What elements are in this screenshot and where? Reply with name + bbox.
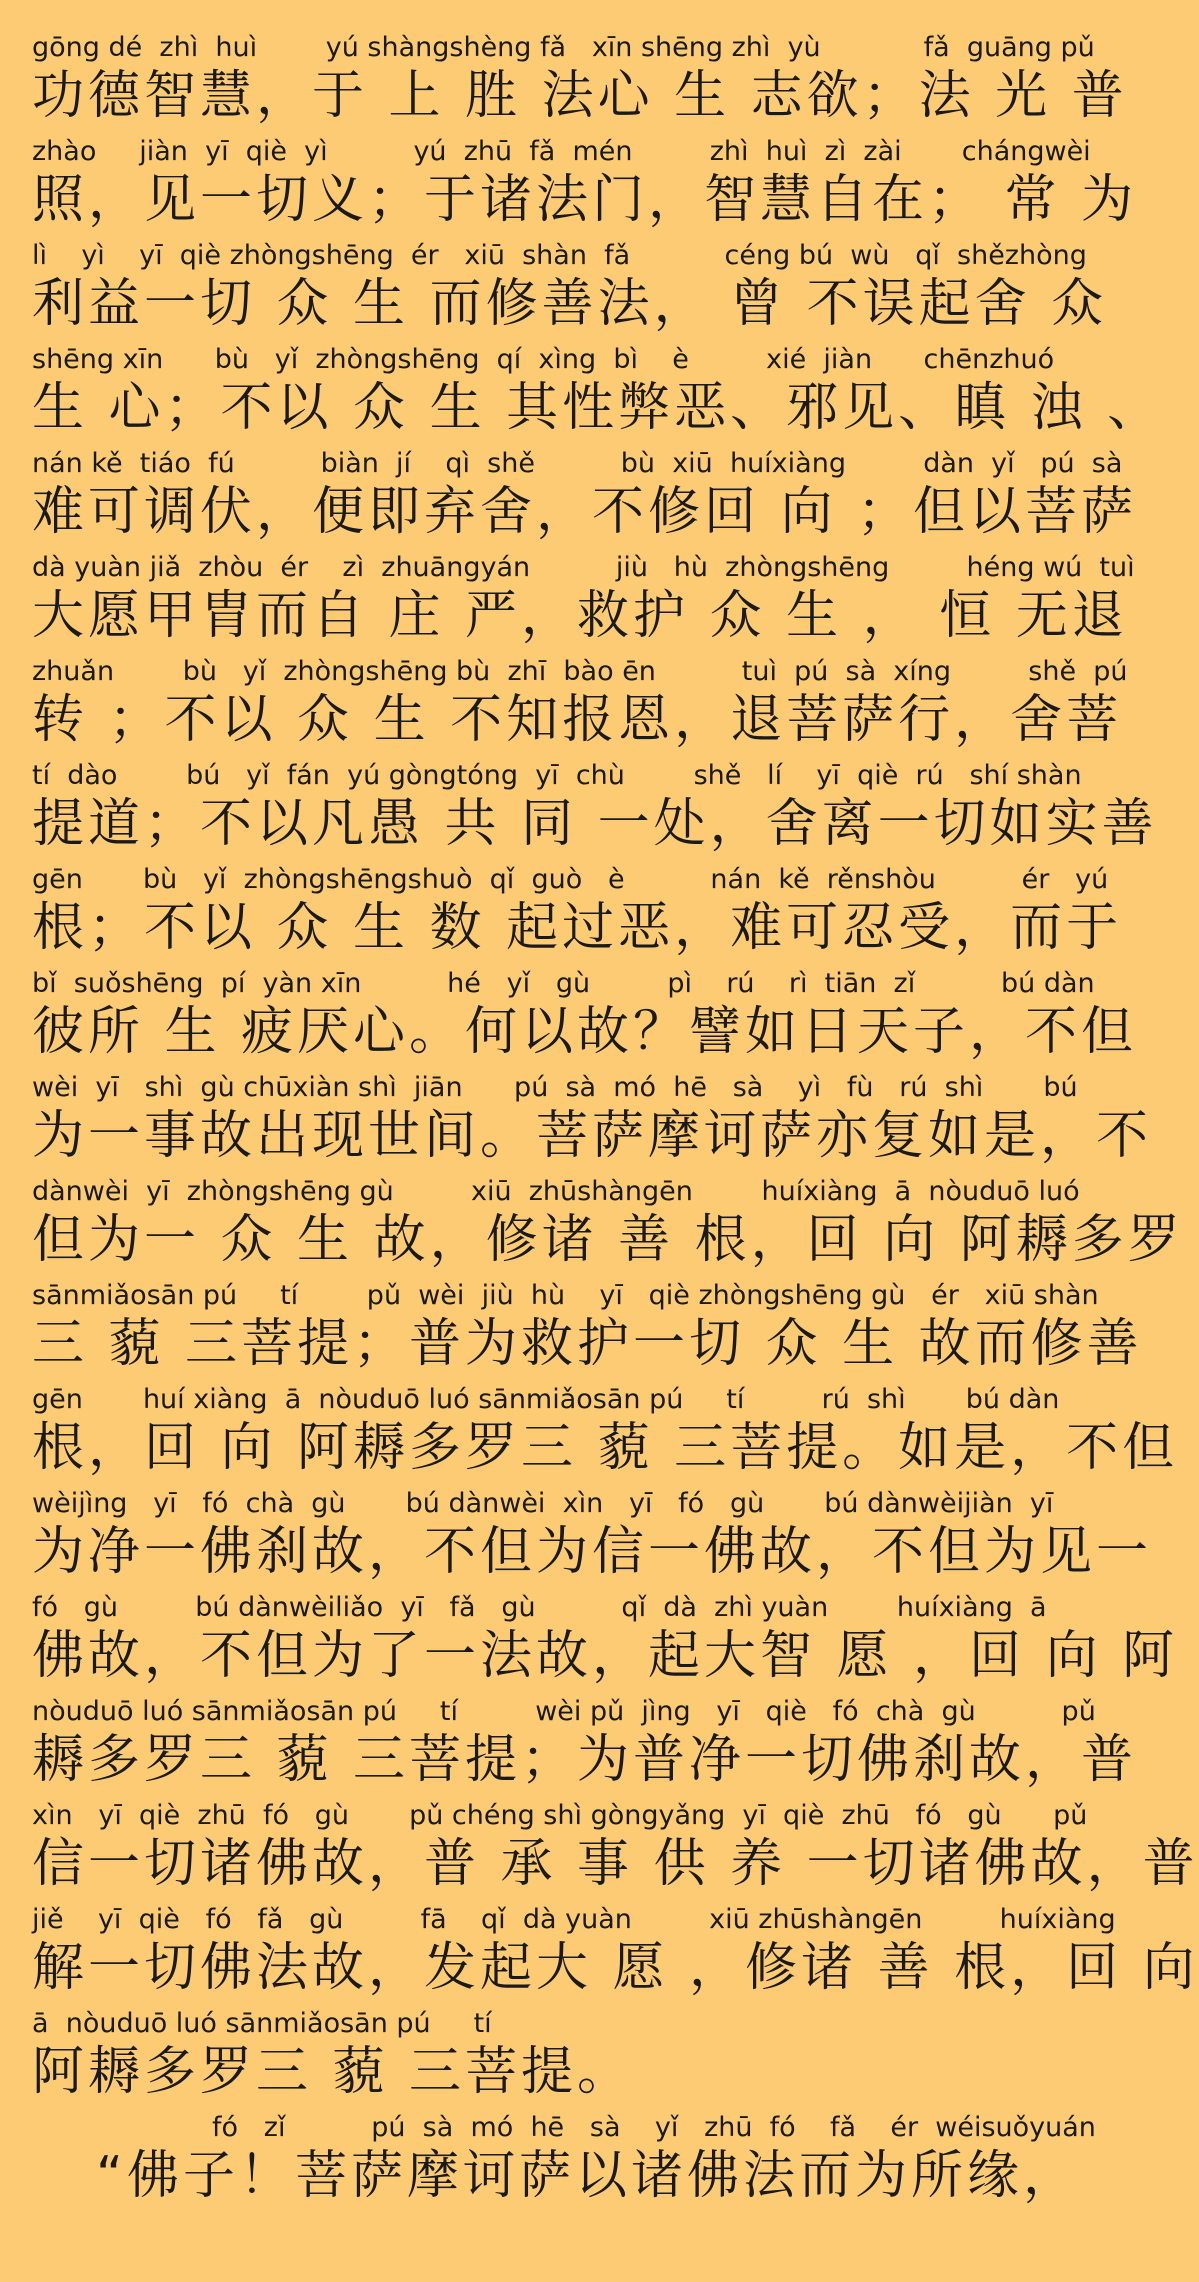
pinyin-row: wèi yī shì gù chūxiàn shì jiān pú sà mó hē sà yì fù rú shì bú xyxy=(32,1072,1078,1103)
hanzi-row: 为净一佛刹故，不但为信一佛故，不但为见一 xyxy=(32,1522,1153,1582)
hanzi-row: 三 藐 三菩提；普为救护一切 众 生 故而修善 xyxy=(32,1314,1143,1374)
text-line xyxy=(32,2006,1048,2110)
text-line xyxy=(32,1070,1153,1174)
text-line xyxy=(32,238,1108,342)
pinyin-row: wèijìng yī fó chà gù bú dànwèi xìn yī fó gù bú dànwèijiàn yī xyxy=(32,1488,1054,1519)
pinyin-row: zhào jiàn yī qiè yì yú zhū fǎ mén zhì huì zì zài chángwèi xyxy=(32,136,1091,167)
hanzi-row: 照，见一切义；于诸法门，智慧自在； 常 为 xyxy=(32,170,1138,230)
pinyin-row: fó zǐ pú sà mó hē sà yǐ zhū fó fǎ ér wéisuǒyuán xyxy=(212,2112,1096,2143)
text-line xyxy=(32,1486,1153,1590)
hanzi-row: 根；不以 众 生 数 起过恶，难可忍受，而于 xyxy=(32,898,1123,958)
hanzi-row: 难可调伏，便即弃舍，不修回 向 ；但以菩萨 xyxy=(32,482,1138,542)
text-line-indented xyxy=(32,2110,1096,2214)
text-line xyxy=(32,1590,1179,1694)
pinyin-row: ā nòuduō luó sānmiǎosān pú tí xyxy=(32,2008,492,2039)
hanzi-row: 但为一 众 生 故，修诸 善 根，回 向 阿耨多罗 xyxy=(32,1210,1184,1270)
text-line xyxy=(32,30,1128,134)
hanzi-row: 功德智慧，于 上 胜 法心 生 志欲；法 光 普 xyxy=(32,66,1128,126)
pinyin-row: lì yì yī qiè zhòngshēng ér xiū shàn fǎ céng bú wù qǐ shězhòng xyxy=(32,240,1087,271)
hanzi-row: 彼所 生 疲厌心。何以故？譬如日天子，不但 xyxy=(32,1002,1138,1062)
text-line xyxy=(32,1694,1138,1798)
text-line xyxy=(32,446,1138,550)
pinyin-row: jiě yī qiè fó fǎ gù fā qǐ dà yuàn xiū zhūshàngēn huíxiàng xyxy=(32,1904,1116,1935)
pinyin-row: zhuǎn bù yǐ zhòngshēng bù zhī bào ēn tuì pú sà xíng shě pú xyxy=(32,656,1128,687)
pinyin-row: fó gù bú dànwèiliǎo yī fǎ gù qǐ dà zhì yuàn huíxiàng ā xyxy=(32,1592,1047,1623)
pinyin-row: shēng xīn bù yǐ zhòngshēng qí xìng bì è xié jiàn chēnzhuó xyxy=(32,344,1055,375)
text-line xyxy=(32,654,1128,758)
hanzi-row: 为一事故出现世间。菩萨摩诃萨亦复如是，不 xyxy=(32,1106,1153,1166)
text-line xyxy=(32,342,1164,446)
hanzi-row: 大愿甲胄而自 庄 严，救护 众 生 ， 恒 无退 xyxy=(32,586,1128,646)
text-line xyxy=(32,862,1123,966)
hanzi-row: 转 ；不以 众 生 不知报恩，退菩萨行，舍菩 xyxy=(32,690,1123,750)
text-line xyxy=(32,1174,1184,1278)
pinyin-row: nòuduō luó sānmiǎosān pú tí wèi pǔ jìng yī qiè fó chà gù pǔ xyxy=(32,1696,1096,1727)
text-line xyxy=(32,1902,1199,2006)
pinyin-row: gēn huí xiàng ā nòuduō luó sānmiǎosān pú tí rú shì bú dàn xyxy=(32,1384,1060,1415)
pinyin-row: gōng dé zhì huì yú shàngshèng fǎ xīn shēng zhì yù fǎ guāng pǔ xyxy=(32,32,1095,63)
text-line xyxy=(32,1382,1179,1486)
pinyin-row: tí dào bú yǐ fán yú gòngtóng yī chù shě lí yī qiè rú shí shàn xyxy=(32,760,1082,791)
hanzi-row: 耨多罗三 藐 三菩提；为普净一切佛刹故，普 xyxy=(32,1730,1138,1790)
text-line xyxy=(32,134,1138,238)
text-line xyxy=(32,1798,1199,1902)
hanzi-row: 根，回 向 阿耨多罗三 藐 三菩提。如是，不但 xyxy=(32,1418,1179,1478)
pinyin-row: nán kě tiáo fú biàn jí qì shě bù xiū huíxiàng dàn yǐ pú sà xyxy=(32,448,1123,479)
hanzi-row: 生 心；不以 众 生 其性弊恶、邪见、瞋 浊 、 xyxy=(32,378,1164,438)
pinyin-row: sānmiǎosān pú tí pǔ wèi jiù hù yī qiè zhòngshēng gù ér xiū shàn xyxy=(32,1280,1099,1311)
hanzi-row: “佛子！菩萨摩诃萨以诸佛法而为所缘， xyxy=(96,2146,1079,2206)
text-line xyxy=(32,758,1158,862)
hanzi-row: 佛故，不但为了一法故，起大智 愿 ，回 向 阿 xyxy=(32,1626,1179,1686)
text-line xyxy=(32,1278,1143,1382)
hanzi-row: 信一切诸佛故，普 承 事 供 养 一切诸佛故，普 xyxy=(32,1834,1199,1894)
pinyin-row: dà yuàn jiǎ zhòu ér zì zhuāngyán jiù hù zhòngshēng héng wú tuì xyxy=(32,552,1135,583)
pinyin-row: bǐ suǒshēng pí yàn xīn hé yǐ gù pì rú rì tiān zǐ bú dàn xyxy=(32,968,1095,999)
pinyin-row: gēn bù yǐ zhòngshēngshuò qǐ guò è nán kě rěnshòu ér yú xyxy=(32,864,1109,895)
pinyin-row: dànwèi yī zhòngshēng gù xiū zhūshàngēn huíxiàng ā nòuduō luó xyxy=(32,1176,1080,1207)
hanzi-row: 阿耨多罗三 藐 三菩提。 xyxy=(32,2042,634,2102)
text-line xyxy=(32,550,1135,654)
hanzi-row: 提道；不以凡愚 共 同 一处，舍离一切如实善 xyxy=(32,794,1158,854)
text-line xyxy=(32,966,1138,1070)
pinyin-row: xìn yī qiè zhū fó gù pǔ chéng shì gòngyǎng yī qiè zhū fó gù pǔ xyxy=(32,1800,1088,1831)
hanzi-row: 解一切佛法故，发起大 愿 ，修诸 善 根，回 向 xyxy=(32,1938,1199,1998)
hanzi-row: 利益一切 众 生 而修善法， 曾 不误起舍 众 xyxy=(32,274,1108,334)
